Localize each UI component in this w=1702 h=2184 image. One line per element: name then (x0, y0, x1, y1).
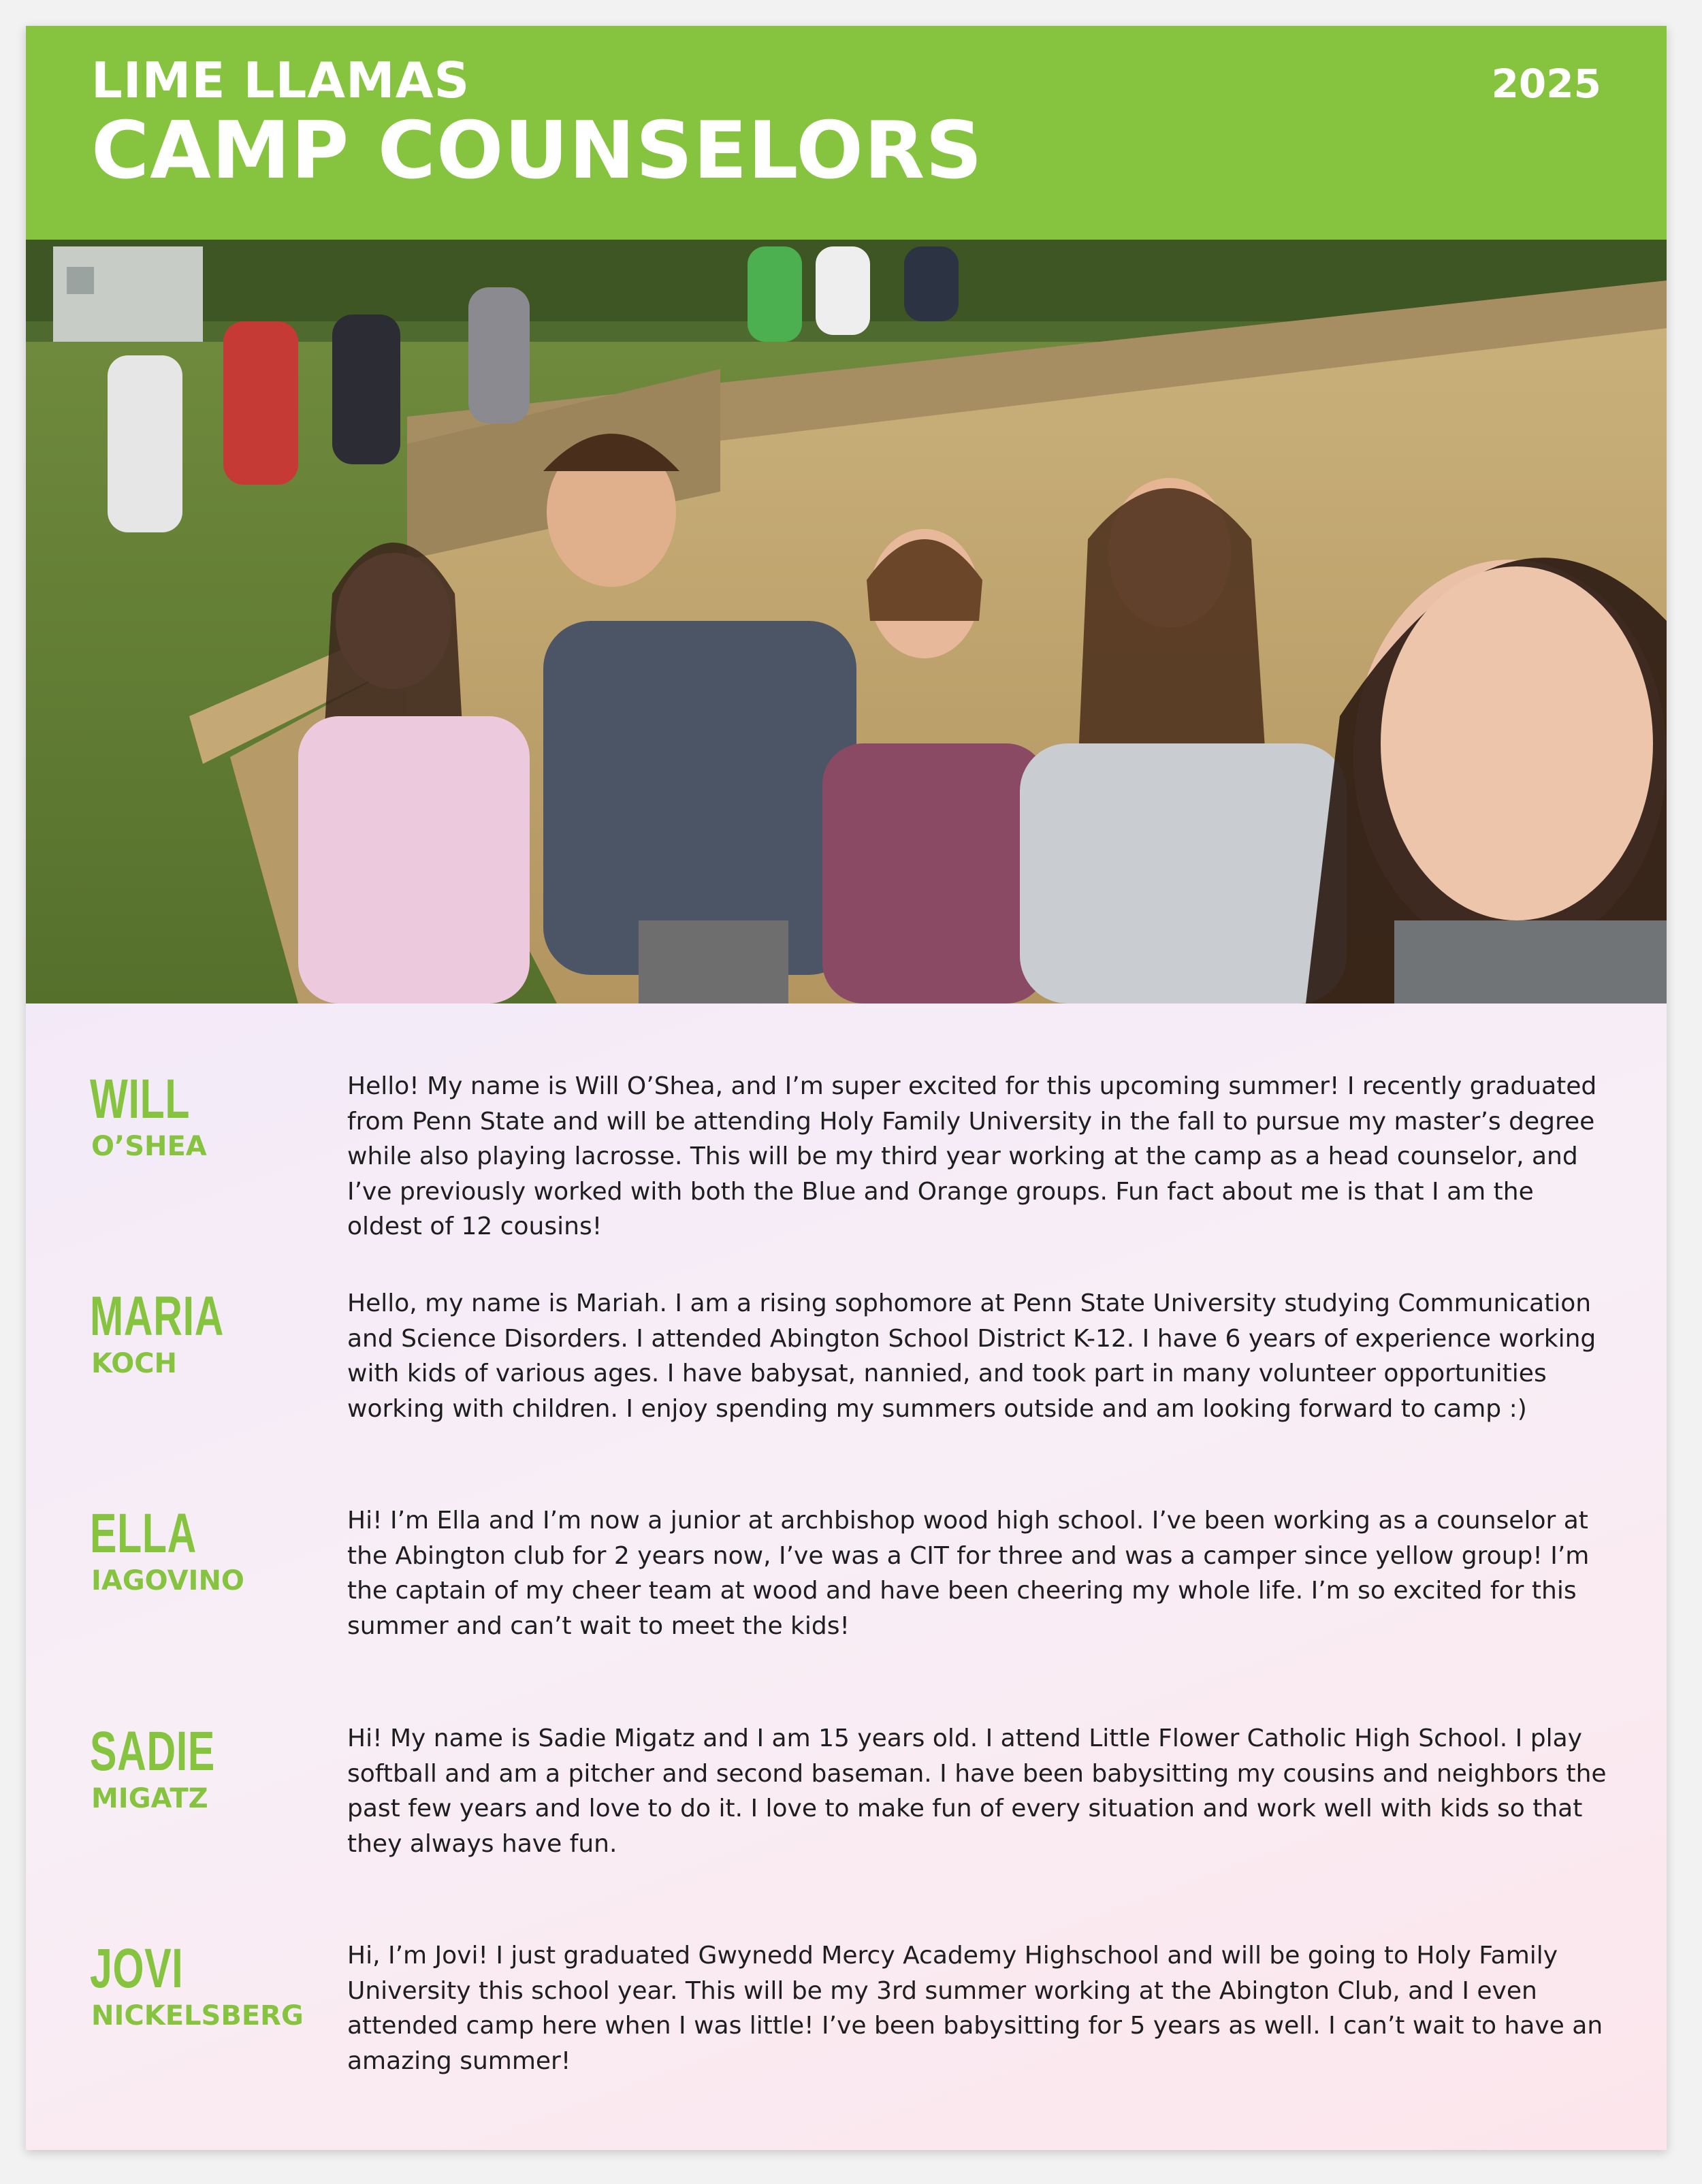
counselor-first-name: JOVI (90, 1938, 184, 2000)
year-label: 2025 (1491, 61, 1601, 107)
flyer-page (26, 26, 1667, 2150)
counselor-first-name: MARIA (90, 1285, 225, 1347)
counselor-bio: Hello, my name is Mariah. I am a rising sophomore at Penn State University studying Communication and Science Disorders. I attended Abington School District K-12. I have 6 years of experience working with kids of various ages. I have babysat, nannied, and took part in many volunteer opportunities working with children. I enjoy spending my summers outside and am looking forward to camp :) (347, 1289, 1596, 1423)
counselor-last-name: IAGOVINO (91, 1565, 244, 1596)
counselor-last-name: O’SHEA (91, 1131, 207, 1162)
counselor-last-name: KOCH (91, 1348, 178, 1379)
header-banner (26, 26, 1667, 240)
counselor-first-name: SADIE (90, 1720, 216, 1782)
counselor-last-name: NICKELSBERG (91, 2000, 304, 2032)
group-name: LIME LLAMAS (91, 52, 470, 109)
counselor-bio: Hi, I’m Jovi! I just graduated Gwynedd Mercy Academy Highschool and will be going to Holy Family University this school year. This will be my 3rd summer working at the Abington Club, and I even attended camp here when I was little! I’ve been babysitting for 5 years as well. I can’t wait to have an amazing summer! (347, 1942, 1603, 2075)
group-photo (26, 240, 1667, 1003)
counselor-bio: Hi! My name is Sadie Migatz and I am 15 years old. I attend Little Flower Catholic High School. I play softball and am a pitcher and second baseman. I have been babysitting my cousins and neighbors the past few years and love to do it. I love to make fun of every situation and work well with kids so that they always have fun. (347, 1724, 1607, 1858)
page-title: CAMP COUNSELORS (91, 105, 983, 197)
counselor-bio: Hello! My name is Will O’Shea, and I’m super excited for this upcoming summer! I recently graduated from Penn State and will be attending Holy Family University in the fall to pursue my master’s degree while also playing lacrosse. This will be my third year working at the camp as a head counselor, and I’ve previously worked with both the Blue and Orange groups. Fun fact about me is that I am the oldest of 12 cousins! (347, 1072, 1597, 1240)
counselor-last-name: MIGATZ (91, 1783, 208, 1814)
counselor-first-name: WILL (90, 1068, 191, 1130)
counselor-first-name: ELLA (90, 1503, 197, 1564)
counselor-bio: Hi! I’m Ella and I’m now a junior at archbishop wood high school. I’ve been working as a counselor at the Abington club for 2 years now, I’ve was a CIT for three and was a camper since yellow group! I’m the captain of my cheer team at wood and have been cheering my whole life. I’m so excited for this summer and can’t wait to meet the kids! (347, 1507, 1590, 1640)
